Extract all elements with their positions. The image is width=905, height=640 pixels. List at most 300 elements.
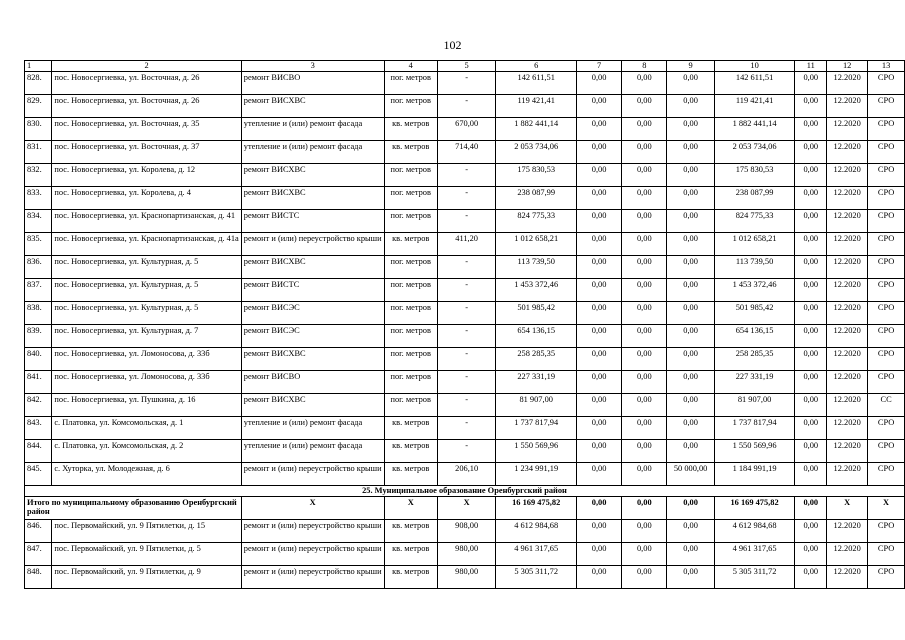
- column-number-cell: 1: [25, 61, 52, 72]
- unit-cell: пог. метров: [384, 347, 437, 370]
- method-cell: СРО: [868, 439, 905, 462]
- row-number-cell: 834.: [25, 209, 52, 232]
- quantity-cell: 908,00: [437, 519, 496, 542]
- address-cell: пос. Новосергиевка, ул. Культурная, д. 5: [52, 255, 241, 278]
- unit-cell: пог. метров: [384, 278, 437, 301]
- deadline-cell: 12.2020: [827, 565, 868, 588]
- quantity-cell: 206,10: [437, 462, 496, 485]
- fund-cell: 0,00: [576, 439, 621, 462]
- unit-cell: пог. метров: [384, 209, 437, 232]
- fund-cell: 0,00: [576, 519, 621, 542]
- fund-cell: 0,00: [795, 71, 827, 94]
- method-cell: СС: [868, 393, 905, 416]
- work-type-cell: утепление и (или) ремонт фасада: [241, 416, 384, 439]
- owners-funds-cell: 1 012 658,21: [714, 232, 795, 255]
- fund-cell: 0,00: [576, 462, 621, 485]
- method-cell: СРО: [868, 278, 905, 301]
- total-label: Итого по муниципальному образованию Оренбургский район: [25, 496, 242, 519]
- address-cell: пос. Новосергиевка, ул. Краснопартизанская, д. 41а: [52, 232, 241, 255]
- deadline-cell: 12.2020: [827, 71, 868, 94]
- fund-cell: 0,00: [576, 324, 621, 347]
- total-cost-cell: 1 882 441,14: [496, 117, 577, 140]
- total-cost-cell: 1 012 658,21: [496, 232, 577, 255]
- column-number-cell: 11: [795, 61, 827, 72]
- address-cell: пос. Новосергиевка, ул. Восточная, д. 37: [52, 140, 241, 163]
- fund-cell: 0,00: [576, 117, 621, 140]
- total-cost-cell: 142 611,51: [496, 71, 577, 94]
- owners-funds-cell: 142 611,51: [714, 71, 795, 94]
- table-row: [25, 186, 905, 209]
- unit-cell: пог. метров: [384, 94, 437, 117]
- unit-cell: пог. метров: [384, 301, 437, 324]
- fund-cell: 0,00: [795, 347, 827, 370]
- table-row: [25, 347, 905, 370]
- row-number-cell: 833.: [25, 186, 52, 209]
- fund-cell: 0,00: [667, 71, 714, 94]
- fund-cell: 0,00: [622, 117, 667, 140]
- total-value-cell: Х: [827, 496, 868, 519]
- fund-cell: 0,00: [795, 140, 827, 163]
- table-row: [25, 370, 905, 393]
- work-type-cell: ремонт ВИСВО: [241, 370, 384, 393]
- owners-funds-cell: 824 775,33: [714, 209, 795, 232]
- unit-cell: кв. метров: [384, 117, 437, 140]
- section-heading-row: [25, 485, 905, 496]
- deadline-cell: 12.2020: [827, 186, 868, 209]
- owners-funds-cell: 81 907,00: [714, 393, 795, 416]
- owners-funds-cell: 1 737 817,94: [714, 416, 795, 439]
- deadline-cell: 12.2020: [827, 94, 868, 117]
- quantity-cell: -: [437, 301, 496, 324]
- fund-cell: 0,00: [667, 519, 714, 542]
- work-type-cell: ремонт и (или) переустройство крыши: [241, 519, 384, 542]
- fund-cell: 0,00: [622, 186, 667, 209]
- fund-cell: 0,00: [622, 324, 667, 347]
- work-type-cell: ремонт ВИСВО: [241, 71, 384, 94]
- quantity-cell: 714,40: [437, 140, 496, 163]
- unit-cell: пог. метров: [384, 163, 437, 186]
- fund-cell: 0,00: [576, 370, 621, 393]
- table-row: [25, 117, 905, 140]
- total-cost-cell: 238 087,99: [496, 186, 577, 209]
- owners-funds-cell: 654 136,15: [714, 324, 795, 347]
- owners-funds-cell: 1 184 991,19: [714, 462, 795, 485]
- fund-cell: 0,00: [795, 439, 827, 462]
- address-cell: пос. Первомайский, ул. 9 Пятилетки, д. 5: [52, 542, 241, 565]
- fund-cell: 0,00: [576, 542, 621, 565]
- work-type-cell: ремонт ВИСХВС: [241, 255, 384, 278]
- method-cell: СРО: [868, 186, 905, 209]
- fund-cell: 0,00: [795, 94, 827, 117]
- fund-cell: 0,00: [667, 565, 714, 588]
- table-row: [25, 163, 905, 186]
- address-cell: пос. Новосергиевка, ул. Королева, д. 12: [52, 163, 241, 186]
- row-number-cell: 845.: [25, 462, 52, 485]
- quantity-cell: -: [437, 324, 496, 347]
- owners-funds-cell: 1 550 569,96: [714, 439, 795, 462]
- row-number-cell: 838.: [25, 301, 52, 324]
- method-cell: СРО: [868, 140, 905, 163]
- unit-cell: кв. метров: [384, 439, 437, 462]
- fund-cell: 0,00: [622, 439, 667, 462]
- deadline-cell: 12.2020: [827, 416, 868, 439]
- fund-cell: 0,00: [667, 324, 714, 347]
- method-cell: СРО: [868, 163, 905, 186]
- table-row: [25, 462, 905, 485]
- work-type-cell: утепление и (или) ремонт фасада: [241, 117, 384, 140]
- row-number-cell: 837.: [25, 278, 52, 301]
- fund-cell: 0,00: [795, 209, 827, 232]
- table-row: [25, 324, 905, 347]
- owners-funds-cell: 4 612 984,68: [714, 519, 795, 542]
- work-type-cell: ремонт ВИСХВС: [241, 94, 384, 117]
- row-number-cell: 831.: [25, 140, 52, 163]
- deadline-cell: 12.2020: [827, 278, 868, 301]
- work-type-cell: ремонт и (или) переустройство крыши: [241, 565, 384, 588]
- deadline-cell: 12.2020: [827, 462, 868, 485]
- work-type-cell: утепление и (или) ремонт фасада: [241, 140, 384, 163]
- quantity-cell: 980,00: [437, 542, 496, 565]
- deadline-cell: 12.2020: [827, 163, 868, 186]
- deadline-cell: 12.2020: [827, 542, 868, 565]
- fund-cell: 0,00: [622, 416, 667, 439]
- owners-funds-cell: 258 285,35: [714, 347, 795, 370]
- fund-cell: 0,00: [667, 301, 714, 324]
- unit-cell: пог. метров: [384, 71, 437, 94]
- quantity-cell: 411,20: [437, 232, 496, 255]
- fund-cell: 0,00: [576, 416, 621, 439]
- deadline-cell: 12.2020: [827, 347, 868, 370]
- owners-funds-cell: 2 053 734,06: [714, 140, 795, 163]
- address-cell: пос. Новосергиевка, ул. Восточная, д. 35: [52, 117, 241, 140]
- total-cost-cell: 4 961 317,65: [496, 542, 577, 565]
- fund-cell: 0,00: [667, 542, 714, 565]
- fund-cell: 0,00: [795, 565, 827, 588]
- column-number-cell: 2: [52, 61, 241, 72]
- owners-funds-cell: 1 882 441,14: [714, 117, 795, 140]
- fund-cell: 0,00: [576, 393, 621, 416]
- table-row: [25, 565, 905, 588]
- row-number-cell: 840.: [25, 347, 52, 370]
- address-cell: пос. Первомайский, ул. 9 Пятилетки, д. 15: [52, 519, 241, 542]
- work-type-cell: ремонт ВИСТС: [241, 278, 384, 301]
- fund-cell: 0,00: [576, 186, 621, 209]
- method-cell: СРО: [868, 370, 905, 393]
- quantity-cell: -: [437, 94, 496, 117]
- table-row: [25, 94, 905, 117]
- quantity-cell: 980,00: [437, 565, 496, 588]
- fund-cell: 0,00: [576, 209, 621, 232]
- fund-cell: 0,00: [667, 347, 714, 370]
- total-value-cell: Х: [241, 496, 384, 519]
- quantity-cell: -: [437, 393, 496, 416]
- fund-cell: 0,00: [622, 370, 667, 393]
- fund-cell: 0,00: [667, 370, 714, 393]
- fund-cell: 0,00: [622, 232, 667, 255]
- row-number-cell: 839.: [25, 324, 52, 347]
- column-number-cell: 8: [622, 61, 667, 72]
- fund-cell: 0,00: [622, 209, 667, 232]
- fund-cell: 0,00: [622, 71, 667, 94]
- address-cell: пос. Новосергиевка, ул. Ломоносова, д. 33б: [52, 347, 241, 370]
- fund-cell: 0,00: [576, 94, 621, 117]
- owners-funds-cell: 5 305 311,72: [714, 565, 795, 588]
- owners-funds-cell: 113 739,50: [714, 255, 795, 278]
- fund-cell: 0,00: [795, 542, 827, 565]
- fund-cell: 0,00: [667, 163, 714, 186]
- deadline-cell: 12.2020: [827, 117, 868, 140]
- owners-funds-cell: 238 087,99: [714, 186, 795, 209]
- owners-funds-cell: 175 830,53: [714, 163, 795, 186]
- total-cost-cell: 501 985,42: [496, 301, 577, 324]
- method-cell: СРО: [868, 542, 905, 565]
- unit-cell: кв. метров: [384, 416, 437, 439]
- row-number-cell: 836.: [25, 255, 52, 278]
- quantity-cell: -: [437, 71, 496, 94]
- address-cell: пос. Новосергиевка, ул. Культурная, д. 5: [52, 278, 241, 301]
- fund-cell: 0,00: [667, 393, 714, 416]
- page-number: 102: [443, 38, 462, 52]
- fund-cell: 0,00: [795, 301, 827, 324]
- unit-cell: кв. метров: [384, 462, 437, 485]
- row-number-cell: 841.: [25, 370, 52, 393]
- unit-cell: кв. метров: [384, 542, 437, 565]
- fund-cell: 0,00: [622, 347, 667, 370]
- total-cost-cell: 227 331,19: [496, 370, 577, 393]
- column-number-cell: 13: [868, 61, 905, 72]
- column-number-cell: 4: [384, 61, 437, 72]
- table-row: [25, 439, 905, 462]
- column-number-cell: 3: [241, 61, 384, 72]
- fund-cell: 0,00: [576, 232, 621, 255]
- total-cost-cell: 5 305 311,72: [496, 565, 577, 588]
- total-row: [25, 496, 905, 519]
- fund-cell: 0,00: [576, 140, 621, 163]
- fund-cell: 0,00: [667, 255, 714, 278]
- row-number-cell: 828.: [25, 71, 52, 94]
- deadline-cell: 12.2020: [827, 439, 868, 462]
- fund-cell: 0,00: [667, 186, 714, 209]
- table-row: [25, 301, 905, 324]
- table-row: [25, 71, 905, 94]
- quantity-cell: -: [437, 163, 496, 186]
- total-cost-cell: 824 775,33: [496, 209, 577, 232]
- fund-cell: 0,00: [576, 163, 621, 186]
- table-row: [25, 519, 905, 542]
- total-cost-cell: 113 739,50: [496, 255, 577, 278]
- deadline-cell: 12.2020: [827, 232, 868, 255]
- method-cell: СРО: [868, 416, 905, 439]
- column-number-cell: 6: [496, 61, 577, 72]
- address-cell: пос. Новосергиевка, ул. Восточная, д. 26: [52, 71, 241, 94]
- address-cell: пос. Новосергиевка, ул. Культурная, д. 7: [52, 324, 241, 347]
- row-number-cell: 847.: [25, 542, 52, 565]
- fund-cell: 0,00: [667, 416, 714, 439]
- fund-cell: 0,00: [667, 94, 714, 117]
- total-cost-cell: 654 136,15: [496, 324, 577, 347]
- quantity-cell: -: [437, 439, 496, 462]
- quantity-cell: -: [437, 255, 496, 278]
- quantity-cell: -: [437, 370, 496, 393]
- fund-cell: 0,00: [795, 278, 827, 301]
- total-value-cell: Х: [384, 496, 437, 519]
- fund-cell: 0,00: [622, 519, 667, 542]
- method-cell: СРО: [868, 347, 905, 370]
- fund-cell: 0,00: [576, 255, 621, 278]
- row-number-cell: 842.: [25, 393, 52, 416]
- column-number-row: [25, 61, 905, 72]
- fund-cell: 0,00: [667, 209, 714, 232]
- unit-cell: пог. метров: [384, 255, 437, 278]
- deadline-cell: 12.2020: [827, 324, 868, 347]
- address-cell: с. Хуторка, ул. Молодежная, д. 6: [52, 462, 241, 485]
- fund-cell: 0,00: [667, 278, 714, 301]
- total-value-cell: 0,00: [795, 496, 827, 519]
- fund-cell: 0,00: [795, 393, 827, 416]
- quantity-cell: -: [437, 347, 496, 370]
- work-type-cell: ремонт ВИСХВС: [241, 393, 384, 416]
- work-type-cell: ремонт ВИСЭС: [241, 324, 384, 347]
- fund-cell: 0,00: [622, 301, 667, 324]
- address-cell: пос. Первомайский, ул. 9 Пятилетки, д. 9: [52, 565, 241, 588]
- column-number-cell: 5: [437, 61, 496, 72]
- unit-cell: пог. метров: [384, 186, 437, 209]
- unit-cell: кв. метров: [384, 140, 437, 163]
- column-number-cell: 9: [667, 61, 714, 72]
- address-cell: пос. Новосергиевка, ул. Краснопартизанская, д. 41: [52, 209, 241, 232]
- method-cell: СРО: [868, 324, 905, 347]
- fund-cell: 0,00: [667, 232, 714, 255]
- unit-cell: кв. метров: [384, 565, 437, 588]
- method-cell: СРО: [868, 94, 905, 117]
- owners-funds-cell: 501 985,42: [714, 301, 795, 324]
- method-cell: СРО: [868, 71, 905, 94]
- owners-funds-cell: 4 961 317,65: [714, 542, 795, 565]
- fund-cell: 0,00: [576, 278, 621, 301]
- section-heading: 25. Муниципальное образование Оренбургский район: [25, 485, 905, 496]
- work-type-cell: ремонт ВИСХВС: [241, 163, 384, 186]
- deadline-cell: 12.2020: [827, 393, 868, 416]
- deadline-cell: 12.2020: [827, 301, 868, 324]
- work-type-cell: ремонт и (или) переустройство крыши: [241, 462, 384, 485]
- total-cost-cell: 175 830,53: [496, 163, 577, 186]
- owners-funds-cell: 119 421,41: [714, 94, 795, 117]
- work-type-cell: ремонт и (или) переустройство крыши: [241, 542, 384, 565]
- fund-cell: 50 000,00: [667, 462, 714, 485]
- fund-cell: 0,00: [622, 140, 667, 163]
- fund-cell: 0,00: [795, 255, 827, 278]
- address-cell: пос. Новосергиевка, ул. Королева, д. 4: [52, 186, 241, 209]
- table-row: [25, 209, 905, 232]
- fund-cell: 0,00: [795, 324, 827, 347]
- table-row: [25, 416, 905, 439]
- fund-cell: 0,00: [795, 232, 827, 255]
- fund-cell: 0,00: [795, 186, 827, 209]
- unit-cell: пог. метров: [384, 324, 437, 347]
- work-type-cell: ремонт ВИСТС: [241, 209, 384, 232]
- address-cell: с. Платовка, ул. Комсомольская, д. 2: [52, 439, 241, 462]
- address-cell: с. Платовка, ул. Комсомольская, д. 1: [52, 416, 241, 439]
- quantity-cell: 670,00: [437, 117, 496, 140]
- total-cost-cell: 1 550 569,96: [496, 439, 577, 462]
- method-cell: СРО: [868, 209, 905, 232]
- work-type-cell: утепление и (или) ремонт фасада: [241, 439, 384, 462]
- total-value-cell: 16 169 475,82: [496, 496, 577, 519]
- row-number-cell: 843.: [25, 416, 52, 439]
- unit-cell: пог. метров: [384, 370, 437, 393]
- fund-cell: 0,00: [795, 519, 827, 542]
- fund-cell: 0,00: [795, 117, 827, 140]
- deadline-cell: 12.2020: [827, 255, 868, 278]
- fund-cell: 0,00: [576, 565, 621, 588]
- total-cost-cell: 4 612 984,68: [496, 519, 577, 542]
- quantity-cell: -: [437, 416, 496, 439]
- total-cost-cell: 119 421,41: [496, 94, 577, 117]
- row-number-cell: 846.: [25, 519, 52, 542]
- owners-funds-cell: 1 453 372,46: [714, 278, 795, 301]
- work-type-cell: ремонт ВИСЭС: [241, 301, 384, 324]
- column-number-cell: 12: [827, 61, 868, 72]
- row-number-cell: 832.: [25, 163, 52, 186]
- row-number-cell: 835.: [25, 232, 52, 255]
- address-cell: пос. Новосергиевка, ул. Пушкина, д. 16: [52, 393, 241, 416]
- total-value-cell: Х: [437, 496, 496, 519]
- fund-cell: 0,00: [667, 117, 714, 140]
- fund-cell: 0,00: [576, 347, 621, 370]
- total-value-cell: 0,00: [622, 496, 667, 519]
- column-number-cell: 7: [576, 61, 621, 72]
- register-table: [24, 60, 905, 589]
- fund-cell: 0,00: [622, 542, 667, 565]
- method-cell: СРО: [868, 462, 905, 485]
- work-type-cell: ремонт ВИСХВС: [241, 347, 384, 370]
- method-cell: СРО: [868, 232, 905, 255]
- row-number-cell: 829.: [25, 94, 52, 117]
- fund-cell: 0,00: [622, 393, 667, 416]
- method-cell: СРО: [868, 565, 905, 588]
- fund-cell: 0,00: [622, 565, 667, 588]
- total-value-cell: 0,00: [667, 496, 714, 519]
- quantity-cell: -: [437, 186, 496, 209]
- fund-cell: 0,00: [795, 163, 827, 186]
- address-cell: пос. Новосергиевка, ул. Культурная, д. 5: [52, 301, 241, 324]
- deadline-cell: 12.2020: [827, 209, 868, 232]
- total-cost-cell: 258 285,35: [496, 347, 577, 370]
- table-row: [25, 278, 905, 301]
- total-cost-cell: 1 737 817,94: [496, 416, 577, 439]
- address-cell: пос. Новосергиевка, ул. Ломоносова, д. 33б: [52, 370, 241, 393]
- fund-cell: 0,00: [795, 370, 827, 393]
- fund-cell: 0,00: [795, 462, 827, 485]
- quantity-cell: -: [437, 209, 496, 232]
- unit-cell: кв. метров: [384, 232, 437, 255]
- fund-cell: 0,00: [622, 163, 667, 186]
- fund-cell: 0,00: [622, 278, 667, 301]
- work-type-cell: ремонт ВИСХВС: [241, 186, 384, 209]
- total-cost-cell: 81 907,00: [496, 393, 577, 416]
- total-cost-cell: 2 053 734,06: [496, 140, 577, 163]
- work-type-cell: ремонт и (или) переустройство крыши: [241, 232, 384, 255]
- row-number-cell: 844.: [25, 439, 52, 462]
- method-cell: СРО: [868, 255, 905, 278]
- column-number-cell: 10: [714, 61, 795, 72]
- fund-cell: 0,00: [576, 71, 621, 94]
- method-cell: СРО: [868, 519, 905, 542]
- deadline-cell: 12.2020: [827, 519, 868, 542]
- table-row: [25, 140, 905, 163]
- fund-cell: 0,00: [795, 416, 827, 439]
- fund-cell: 0,00: [622, 462, 667, 485]
